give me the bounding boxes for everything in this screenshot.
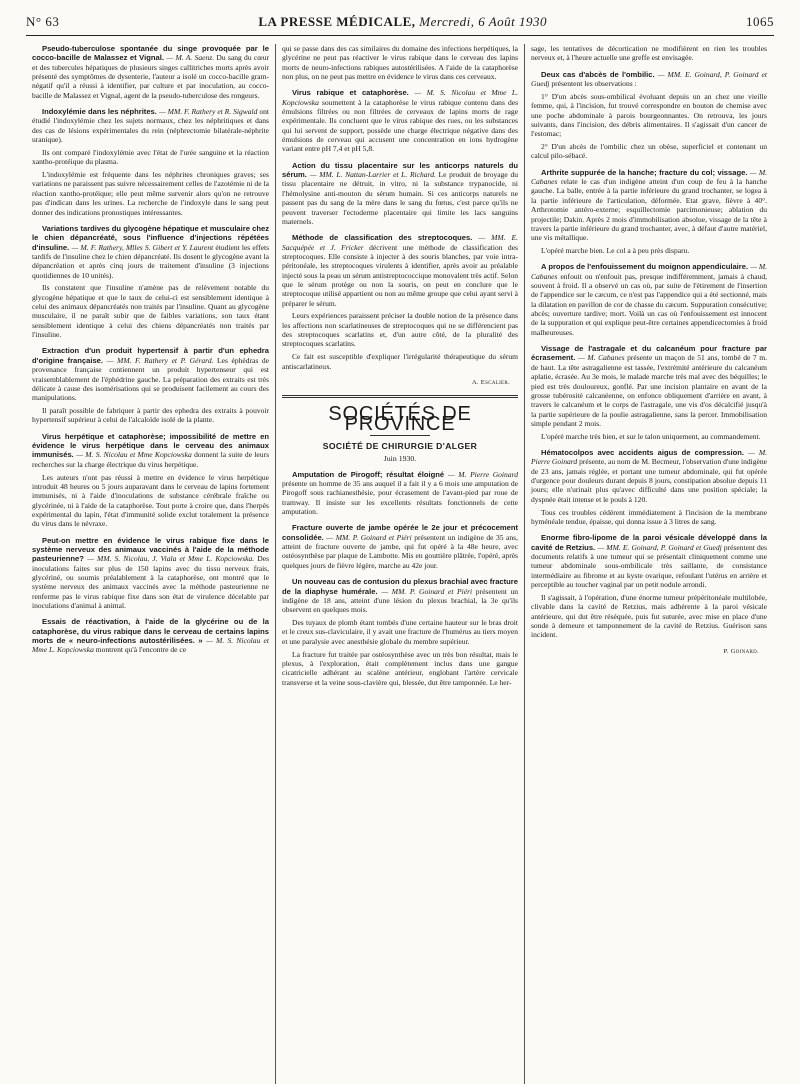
article-paragraph (282, 352, 518, 371)
article (531, 70, 767, 161)
article-text: Ils ont comparé l'indoxylémie avec l'état de l'urée sanguine et la réaction xantho-protéique du plasma. (32, 147, 269, 167)
article-paragraph (531, 432, 767, 441)
article-text: Les auteurs n'ont pas réussi à mettre en évidence le virus herpétique introduit 48 heures ou 5 jours auparavant dans le cerveau de lapins fortement immunisés, ni à l'aide d'inoculations de substance cérébrale fraîche ou glycérinée, ni à l'aide de la cataphorèse. Tout porte à croire que, dans l'herpès expérimental du lapin, l'état d'immunité solide exclut totalement la présence du virus dans le névraxe. (32, 472, 269, 529)
issue-date: Mercredi, 6 Août 1930 (419, 14, 548, 29)
article-text: décrivent une méthode de classification des streptocoques. Elle consiste à injecter à des souris blanches, par voie intra-péritonéale, les streptocoques virulents à identifier, après avoir au préalable injecté sous la peau un sérum antistreptococcique monovalent très actif. Selon que le sérum protège ou non la souris, on peut en conclure que le streptocoque utilisé appartient ou non au même groupe que celui ayant servi à préparer le sérum. (282, 242, 518, 308)
article-paragraph (282, 650, 518, 687)
short-rule (370, 435, 430, 436)
article-paragraph (32, 107, 269, 144)
article-text: Il paraît possible de fabriquer à partir des ephedra des extraits à pouvoir hypertensif supérieur à celui de l'alcaloïde isolé de la plante. (32, 406, 269, 425)
article-paragraph (531, 448, 767, 504)
article-title: A propos de l'enfouissement du moignon appendiculaire. (541, 262, 751, 272)
article-authors: — MM. F. Rathery et R. Sigwald (159, 107, 260, 117)
article-paragraph (531, 246, 767, 255)
article-authors: — M. Pierre Goinard (531, 448, 767, 467)
signature: P. Goinard. (723, 647, 759, 655)
article-text: soumettent à la cataphorèse le virus rabique contenu dans des émulsions filtrées ou non filtrées de cerveaux de lapins morts de rage expérimentale. Ils concluent que le virus rabique des rues, ou les substances qui lui servent de support, possède une charge électrique négative dans des émulsions de cerveau qui accusent une concentration en ions hydrogène variant entre pH 7,4 et pH 5,8. (282, 97, 519, 154)
article-paragraph (531, 593, 767, 640)
column-2-bottom (282, 470, 518, 687)
article-paragraph (531, 92, 767, 139)
article-text: Tous ces troubles cédèrent immédiatement à l'incision de la membrane hyménéale tendue, épaisse, qui donna issue à 3 litres de sang. (531, 507, 767, 526)
article-paragraph (32, 406, 269, 425)
article-authors: — M. Cabanes (531, 262, 767, 281)
article (531, 44, 767, 63)
article-paragraph (32, 536, 269, 611)
article (32, 617, 269, 654)
article-paragraph (531, 44, 767, 63)
article-authors: — MM. P. Goinard et Piéri (326, 532, 415, 542)
article-paragraph (531, 168, 767, 243)
section-divider (282, 395, 518, 398)
article-title: Vissage de l'astragale et du calcanéum pour fracture par écrasement. (531, 344, 767, 363)
article-authors: — MM. F. Rathery et P. Gérard. (106, 355, 218, 365)
article-paragraph (32, 346, 269, 402)
article-text: Des tuyaux de plomb étant tombés d'une certaine hauteur sur le bras droit et le creux sus-claviculaire, il y avait une fracture de l'humérus au tiers moyen et une paralysie avec anesthésie globale du membre supérieur. (282, 618, 518, 646)
signature: A. Escalier. (471, 379, 510, 386)
article-paragraph (282, 233, 518, 308)
page-number: 1065 (746, 14, 774, 29)
article-text: donnent la suite de leurs recherches sur la charge électrique du virus herpétique. (32, 450, 270, 469)
article (282, 523, 518, 570)
article-authors: — M. Pierre Goinard (447, 469, 518, 479)
article-title: Pseudo-tuberculose spontanée du singe provoquée par le cocco-bacille de Malassez et Vignal. (32, 44, 269, 63)
article (32, 107, 269, 217)
article (282, 577, 518, 687)
article-paragraph (531, 262, 767, 337)
article-text: L'opéré marche bien. Le col a à peu près disparu. (541, 246, 690, 256)
article (282, 161, 518, 226)
article-text: Les éphédras de provenance française contiennent un produit hypertenseur qui est vraisemblablement de l'éphédrine gauche. La préparation des extraits est très délicate à cause des isomérisations qui se produisent facilement au cours des manipulations. (32, 355, 269, 403)
article-text: Du sang du cœur et des tubercules hépatiques de plusieurs singes callitriches morts après avoir présenté des symptômes de dysenterie, l'auteur a isolé un cocco-bacille gram-négatif qu'il a réussi à identifier, par culture et par inoculation, au cocco-bacille de Malassez et Vignal, agent de la pseudo-tuberculose des rongeurs. (32, 53, 269, 100)
article-text: 2° D'un abcès de l'ombilic chez un obèse, superficiel et contenant un calcul pilo-sébacé. (531, 142, 767, 161)
article-text: Le produit de broyage du tissu placentaire ne détruit, in vitro, ni la substance trypanocide, ni l'hémolysine anti-mouton du sérum humain. Si ces anticorps naturels ne passent pas du sang de la mère dans le sang du fœtus, c'est parce qu'ils ne peuvent traverser l'ectoderme placentaire qui limite les lacs sanguins maternels. (282, 170, 518, 226)
article-title: Essais de réactivation, à l'aide de la glycérine ou de la cataphorèse, du virus rabique dans le cerveau de certains lapins morts de « neuro-infections autostérilisées. » (32, 617, 269, 646)
article-title: Enorme fibro-lipome de la paroi vésicale développé dans la cavité de Retzius. (531, 533, 767, 552)
article-text: Il s'agissait, à l'opération, d'une énorme tumeur prépéritonéale multilobée, clivable dans la cavité de Retzius, mais adhérente à la paroi vésicale antérieure, qui dut être réséquée, puis fut suturée, avec mise en place d'une sonde à demeure et tamponnement de la cavité de Retzius. Guérison sans incident. (531, 592, 767, 640)
article-text: présente un maçon de 51 ans, tombé de 7 m. de haut. La tête astragalienne est tassée, l'extrémité antérieure du calcanéum aplatie, écrasée. Au 3e mois, le malade marche très mal avec des béquilles; le pied est très douloureux, gonflé. Par une incision plantaire en avant de la grosse tubérosité calcanéenne, on enfonce obliquement d'arrière en avant, à travers le calcanéum et le corps de l'astragale, une vis d'os décalcifié jusqu'à la partie supérieure de la poulie astragalienne, sans la percer. Immobilisation simple pendant 2 mois. (531, 353, 768, 428)
society-title: SOCIÉTÉ DE CHIRURGIE D'ALGER (322, 441, 478, 452)
article-paragraph (282, 470, 518, 517)
article-text: présentent un indigène de 35 ans, atteint de fracture ouverte de jambe, qui fut opéré à la 48e heure, avec ostéosynthèse par plaque de Lambotte. Mis en gouttière plâtrée, l'opéré, après quelques jours de fièvre légère, marche au 42e jour. (282, 532, 518, 570)
article-title: Arthrite suppurée de la hanche; fracture du col; vissage. (541, 167, 750, 177)
article-authors: — M. A. Saenz. (166, 53, 217, 63)
article-authors: — MM. L. Nattan-Larrier et L. Richard. (309, 170, 439, 180)
columns (26, 44, 774, 1084)
article-authors: — M. S. Nicolau et Mme L. Kopciowska (282, 88, 518, 107)
article-text: L'opéré marche très bien, et sur le talon uniquement, au commandement. (541, 431, 761, 441)
article-paragraph (32, 44, 269, 100)
article (531, 533, 767, 639)
article (282, 88, 518, 153)
article-text: enfouit ou n'enfouit pas, presque indifféremment, jamais à chaud, souvent à froid. Il a observé un cas où, par suite de l'étirement de l'insertion de l'appendice sur le cæcum, ce n'est pas l'appendice qui a été sectionné, mais la dilatation en pavillon de cor de chasse du cæcum. Suppuration consécutive; abcès; ouverture tardive; mort. Voilà un cas où l'enfouissement est innocent de la suppuration et qui explique peut-être certaines appendicectomies à froid malheureuses. (531, 271, 767, 337)
article-paragraph (282, 44, 518, 81)
article-paragraph (282, 161, 518, 226)
section-title: SOCIÉTÉS DE PROVINCE (328, 403, 472, 435)
article-paragraph (32, 283, 269, 339)
article-authors: — MM. E. Goinard, P. Goinard et Guedj (597, 542, 724, 552)
article (282, 470, 518, 517)
article-paragraph (282, 311, 518, 348)
article-text: Ce fait est susceptible d'expliquer l'irrégularité thérapeutique du sérum antiscarlatineux. (282, 352, 518, 371)
article (32, 346, 269, 424)
article-paragraph (531, 508, 767, 527)
article-text: ont étudié l'indoxylémie chez les sujets normaux, chez les néphritiques et dans des cas de lésions expérimentales du rein (néphrectomie bilatérale-néphrite uranique). (32, 107, 269, 145)
article-text: présentent des documents relatifs à une tumeur qui se présentait cliniquement comme une tumeur abdominale sous-ombilicale très saillante, de consistance intermédiaire au fibrome et au kyste ovarique, refoulant l'utérus en arrière et perceptible au toucher vaginal par un petit nodule arrondi. (531, 542, 767, 590)
column-2 (275, 44, 524, 1084)
article-title: Variations tardives du glycogène hépatique et musculaire chez le chien dépancréaté, sous l'influence d'injections répétées d'insuline. (32, 223, 269, 252)
article-title: Peut-on mettre en évidence le virus rabique fixe dans le système nerveux des animaux vaccinés à l'aide de la méthode pasteurienne? (32, 535, 269, 564)
masthead (258, 14, 547, 30)
article-title: Deux cas d'abcès de l'ombilic. (541, 69, 658, 79)
page-header (26, 14, 774, 36)
article-paragraph (282, 618, 518, 646)
article-text: Leurs expériences paraissent préciser la double notion de la présence dans les affections non scarlatineuses de streptocoques qui ne se différencient pas des streptocoques scarlatins et, d'un autre côté, de la pluralité des streptocoques scarlatins. (282, 311, 518, 349)
column-2-top (282, 44, 518, 371)
article-paragraph (32, 148, 269, 167)
article-paragraph (32, 432, 269, 469)
article-paragraph (32, 617, 269, 654)
article-text: Des inoculations faites sur plus de 150 lapins avec du tissu nerveux frais, glycériné, ou soumis préalablement à la cataphorèse, ont montré que le système nerveux des animaux vaccinés avec la méthode pasteurienne ne renferme pas le virus rabique fixe dans son état de virulence décelable par inoculations d'animal à animal. (32, 554, 270, 611)
article-paragraph (531, 344, 767, 428)
article-title: Indoxylémie dans les néphrites. (42, 107, 160, 117)
column-1 (26, 44, 275, 1084)
article (32, 44, 269, 100)
article-authors: — M. S. Nicolau et Mme L. Kopciowska (32, 636, 270, 655)
article-title: Un nouveau cas de contusion du plexus brachial avec fracture de la diaphyse humérale. (282, 577, 518, 596)
article-text: sage, les tentatives de décortication ne modifièrent en rien les troubles nerveux et, à l'heure actuelle une greffe est envisagée. (531, 44, 767, 63)
article (282, 44, 518, 81)
article-paragraph (531, 142, 767, 161)
article-text: présentent les observations : (551, 79, 637, 89)
article-authors: — M. Cabanes (531, 167, 767, 187)
article (32, 224, 269, 340)
article-title: Fracture ouverte de jambe opérée le 2e jour et précocement consolidée. (282, 523, 518, 542)
article-authors: — M. S. Nicolau et Mme Kopciowska (76, 450, 195, 460)
article-paragraph (32, 473, 269, 529)
article-paragraph (32, 170, 269, 217)
column-3 (524, 44, 773, 1084)
article-paragraph (531, 533, 767, 589)
article-paragraph (531, 70, 767, 89)
article-title: Virus rabique et cataphorèse. (292, 88, 415, 98)
article-text: présentent un indigène de 18 ans, atteint d'une lésion du plexus brachial, la 3e qu'ils observent en quelques mois. (282, 586, 518, 615)
article-authors: — M. Cabanes (578, 353, 628, 363)
article-authors: — MM. E. Goinard, P. Goinard et Guedj (531, 69, 767, 89)
article-paragraph (282, 88, 518, 153)
article-title: Extraction d'un produit hypertensif à partir d'un ephedra d'origine française. (32, 346, 269, 365)
article-text: La fracture fut traitée par ostéosynthèse avec un très bon résultat, mais le plexus, à l'exploration, était complètement inclus dans une gangue cicatricielle adhérant au scalène antérieur, englobant l'artère cervicale transverse et la veine sous-clavière qui, blessée, dut être tamponnée. Le her- (282, 649, 518, 687)
article-text: montrent qu'à l'encontre de ce (95, 645, 187, 655)
article (32, 432, 269, 529)
article-text: relate le cas d'un indigène atteint d'un coup de feu à la hanche gauche. La balle, entrée à la partie inférieure du grand trochanter, se logea à la partie inférieure de l'articulation, déformée. Etat grave, fièvre à 40°. Arthrotomie antéro-externe; esquillectomie parcimonieuse; ablation du projectile; Dakin. Après 2 mois d'immobilisation absolue, vissage de la tête à travers la partie inférieure du grand trochanter, avec, à défaut d'autre matériel, une vis métallique. (531, 177, 767, 243)
article-authors: — M. F. Rathery, Mlles S. Gibert et Y. Laurent (71, 242, 216, 252)
article-authors: — MM. S. Nicolau, J. Viala et Mme L. Kopciowska. (87, 554, 258, 564)
article (531, 344, 767, 441)
society-date: Juin 1930. (383, 454, 417, 464)
article-authors: — MM. E. Sacquépée et J. Fricker (282, 233, 518, 252)
article-title: Méthode de classification des streptocoques. (292, 233, 479, 243)
article (531, 168, 767, 256)
journal-name: LA PRESSE MÉDICALE, (258, 14, 416, 29)
article-title: Action du tissu placentaire sur les anticorps naturels du sérum. (282, 160, 518, 180)
column-3-articles (531, 44, 767, 640)
article (282, 233, 518, 371)
article-authors: — MM. P. Goinard et Piéri (381, 586, 476, 596)
article-paragraph (282, 577, 518, 614)
article (531, 448, 767, 526)
article-text: qui se passe dans des cas similaires du domaine des infections herpétiques, la glycérine ne peut pas réactiver le virus rabique dans le cerveau des lapins morts de neuro-infections rabiques autostérilisées. A l'aide de la cataphorèse non plus, on ne peut pas mettre en évidence le virus dans ces cerveaux. (282, 44, 518, 82)
article-title: Virus herpétique et cataphorèse; impossibilité de mettre en évidence le virus herpétique dans le cerveau des animaux immunisés. (32, 431, 269, 460)
article-paragraph (282, 523, 518, 570)
article-paragraph (32, 224, 269, 280)
article-text: Ils constatent que l'insuline n'amène pas de relèvement notable du glycogène hépatique et que le taux de celui-ci est sensiblement identique à celui des animaux dépancréatés non traités par l'insuline. Quant au glycogène musculaire, il ne paraît subir que de faibles variations, son taux étant sensiblement identique à celui des chiens dépancréatés non traités par l'insuline. (32, 283, 269, 340)
article-text: 1° D'un abcès sous-ombilical évoluant depuis un an chez une vieille femme, qui, à l'incision, fut trouvé correspondre en bouton de chemise avec une poche abdominale à parois bourgeonnantes. On retrouva, les jours suivants, dans l'incision, des débris alimentaires. Il s'agissait d'un cancer de l'estomac; (531, 91, 767, 139)
article-text: présente, au nom de M. Becmeur, l'observation d'une indigène de 23 ans, jamais réglée, et portant une tumeur abdominale, qui fut opérée d'urgence pour douleurs durant depuis 8 jours, constipation absolue depuis 11 jours; elle n'urinait plus qu'avec difficulté dans une position spéciale; la dyspnée était intense et le pouls à 120. (531, 457, 767, 504)
article-title: Hématocolpos avec accidents aigus de compression. (541, 448, 749, 458)
article-text: L'indoxylémie est fréquente dans les néphrites chroniques graves; ses variations ne paraissent pas suivre nécessairement celles de l'azotémie ni de la réaction xantho-protéique; elle peut même survenir alors qu'on ne retrouve pas d'indican dans les urines. La recherche de l'indoxyle dans le sang peut donner des indications pronostiques intéressantes. (32, 170, 269, 217)
article (32, 536, 269, 611)
issue-number: N° 63 (26, 14, 60, 29)
article-text: étudient les effets tardifs de l'insuline chez le chien dépancréaté. Ils dosent le glycogène avant la dépancréation et après cinq jours de traitement d'insuline (3 injections quotidiennes de 10 unités). (32, 242, 270, 280)
article (531, 262, 767, 337)
article-title: Amputation de Pirogoff; résultat éloigné (292, 469, 448, 479)
article-text: présente un homme de 35 ans auquel il a fait il y a 6 mois une amputation de Pirogoff sous rachianesthésie, pour écrasement de l'avant-pied par roue de tramway. Il insiste sur les excellents résultats fonctionnels de cette amputation. (282, 479, 518, 517)
